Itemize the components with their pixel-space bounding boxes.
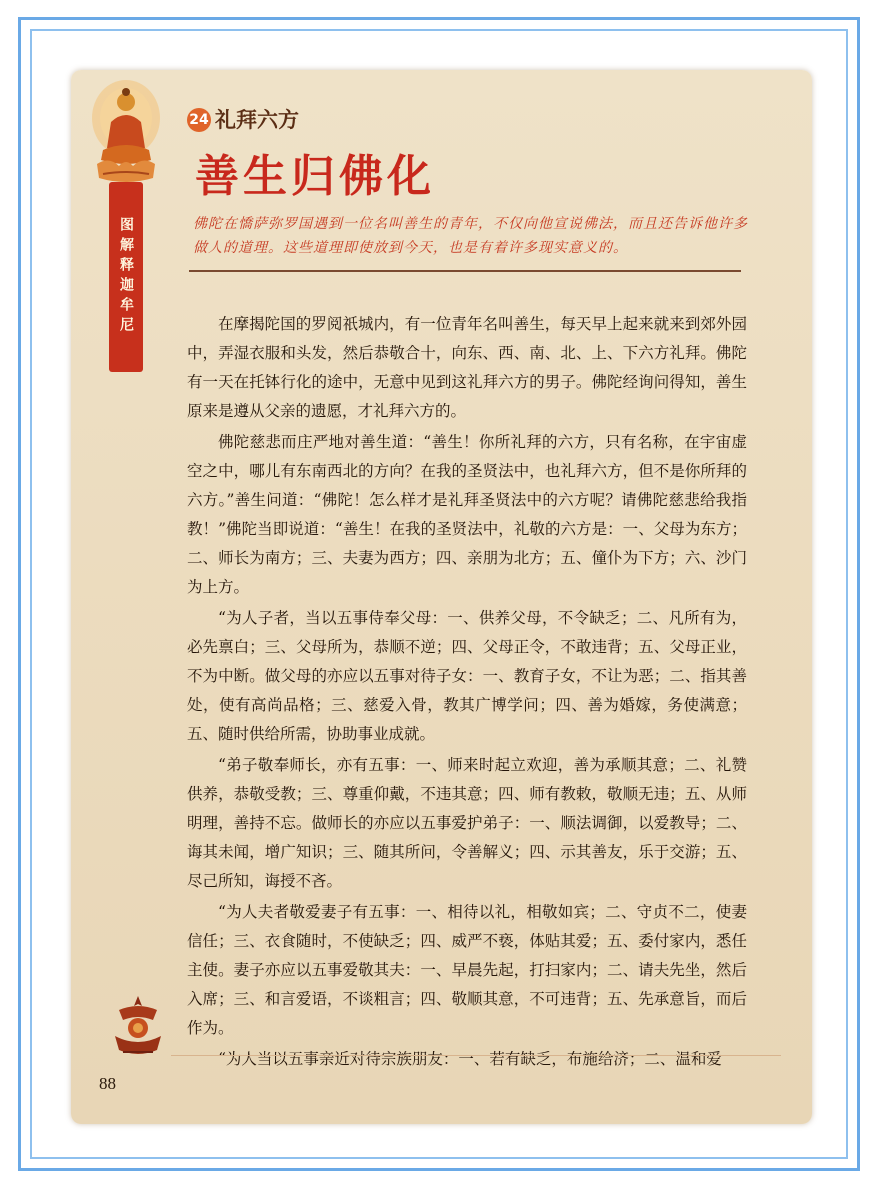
body-paragraph: “为人子者，当以五事侍奉父母：一、供养父母，不令缺乏；二、凡所有为，必先禀白；三、父母所为，恭顺不逆；四、父母正令，不敢违背；五、父母正业，不为中断。做父母的亦应以五事对待子女：一、教育子女，不让为恶；二、指其善处，使有高尚品格；三、慈爱入骨，教其广博学问；四、善为婚嫁，务使满意；五、随时供给所需，协助事业成就。 <box>187 609 747 743</box>
book-series-label <box>109 182 143 372</box>
buddha-figure-icon <box>89 78 163 188</box>
page-title: 善生归佛化 <box>195 151 435 202</box>
intro-text: 佛陀在憍萨弥罗国遇到一位名叫善生的青年，不仅向他宣说佛法，而且还告诉他许多做人的道理。这些道理即使放到今天，也是有着许多现实意义的。 <box>193 216 748 256</box>
title-divider <box>189 270 741 272</box>
chapter-number-badge: 24 <box>187 108 211 132</box>
body-paragraph: 在摩揭陀国的罗阅祇城内，有一位青年名叫善生，每天早上起来就来到郊外园中，弄湿衣服和头发，然后恭敬合十，向东、西、南、北、上、下六方礼拜。佛陀有一天在托钵行化的途中，无意中见到这礼拜六方的男子。佛陀经询问得知，善生原来是遵从父亲的遗愿，才礼拜六方的。 <box>187 315 747 420</box>
footer-rule <box>171 1055 781 1056</box>
section-subtitle: 礼拜六方 <box>215 108 299 132</box>
page-number: 88 <box>99 1074 116 1093</box>
body-paragraph: “为人当以五事亲近对待宗族朋友：一、若有缺乏，布施给济；二、温和爱 <box>218 1050 722 1068</box>
body-paragraph: 佛陀慈悲而庄严地对善生道：“善生！你所礼拜的六方，只有名称，在宇宙虚空之中，哪儿有东南西北的方向？在我的圣贤法中，也礼拜六方，但不是你所拜的六方。”善生问道：“佛陀！怎么样才是礼拜圣贤法中的六方呢？请佛陀慈悲给我指教！”佛陀当即说道：“善生！在我的圣贤法中，礼敬的六方是：一、父母为东方；二、师长为南方；三、夫妻为西方；四、亲朋为北方；五、僮仆为下方；六、沙门为上方。 <box>187 433 747 596</box>
ornament-icon <box>109 992 167 1062</box>
body-paragraph: “为人夫者敬爱妻子有五事：一、相待以礼，相敬如宾；二、守贞不二，使妻信任；三、衣食随时，不使缺乏；四、威严不亵，体贴其爱；五、委付家内，悉任主使。妻子亦应以五事爱敬其夫：一、早晨先起，打扫家内；二、请夫先坐，然后入席；三、和言爱语，不谈粗言；四、敬顺其意，不可违背；五、先承意旨，而后作为。 <box>187 903 747 1037</box>
book-page <box>71 70 812 1124</box>
body-text <box>187 310 747 1076</box>
side-label-text: 图解释迦牟尼 <box>118 217 134 337</box>
body-paragraph: “弟子敬奉师长，亦有五事：一、师来时起立欢迎，善为承顺其意；二、礼赞供养，恭敬受教；三、尊重仰戴，不违其意；四、师有教敕，敬顺无违；五、从师明理，善持不忘。做师长的亦应以五事爱护弟子：一、顺法调御，以爱教导；二、诲其未闻，增广知识；三、随其所问，令善解义；四、示其善友，乐于交游；五、尽己所知，诲授不吝。 <box>187 756 747 890</box>
